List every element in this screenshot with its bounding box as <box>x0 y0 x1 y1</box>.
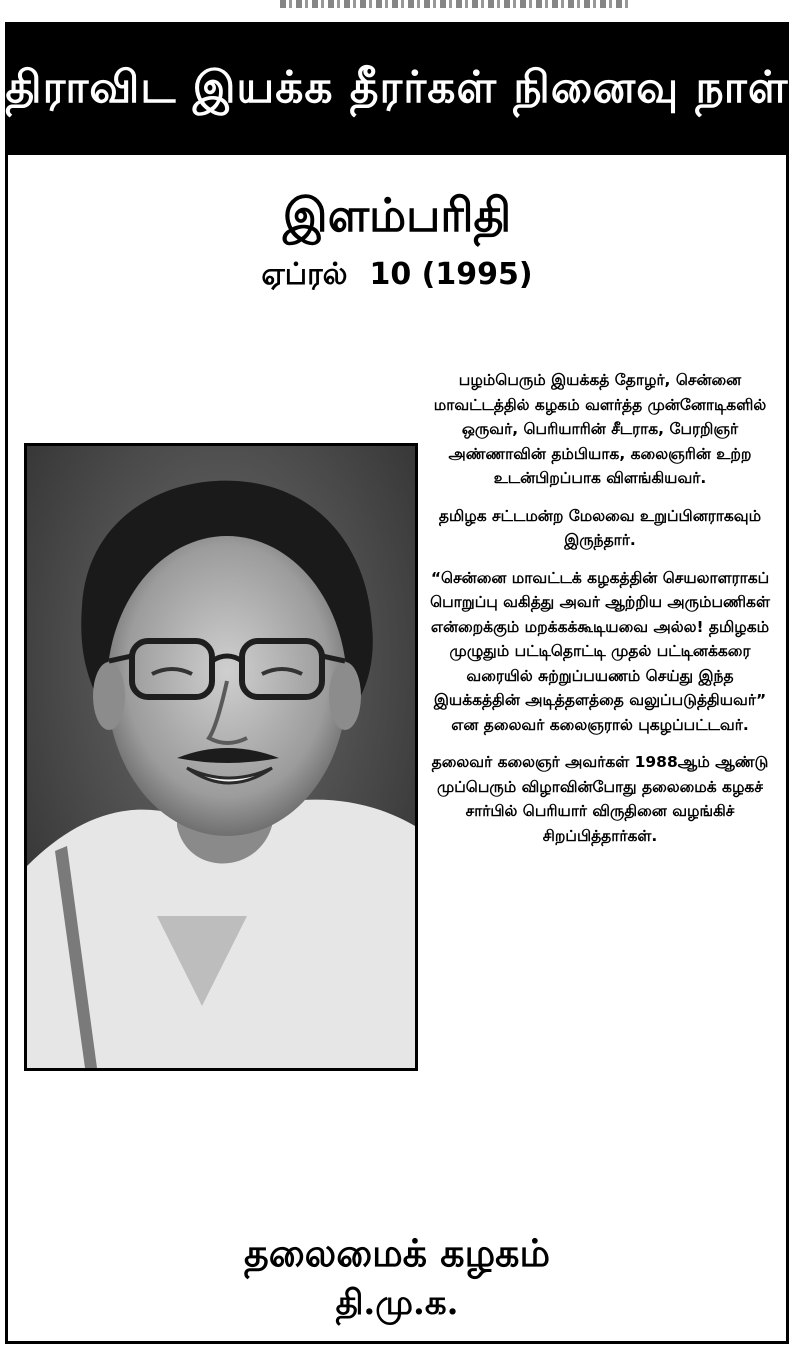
portrait-photo <box>24 443 418 1071</box>
biography <box>426 368 774 861</box>
footer-organization: தலைமைக் கழகம் <box>243 1230 551 1275</box>
bio-paragraph-2: தமிழக சட்டமன்ற மேலவை உறுப்பினராகவும் இருந்தார். <box>438 506 762 549</box>
notice-frame <box>5 22 789 1344</box>
bio-paragraph-4: தலைவர் கலைஞர் அவர்கள் 1988ஆம் ஆண்டு முப்பெரும் விழாவின்போது தலைமைக் கழகச் சார்பில் பெரியார் விருதினை வழங்கிச் சிறப்பித்தார்கள். <box>431 753 769 845</box>
date-month: ஏப்ரல் <box>261 257 348 292</box>
bio-paragraph-3: “சென்னை மாவட்டக் கழகத்தின் செயலாளராகப் பொறுப்பு வகித்து அவர் ஆற்றிய அரும்பணிகள் என்றைக்கும் மறக்கக்கூடியவை அல்ல! தமிழகம் முழுதும் பட்டிதொட்டி முதல் பட்டினக்கரை வரையில் சுற்றுப்பயணம் செய்து இந்த இயக்கத்தின் அடித்தளத்தை வலுப்படுத்தியவர்” என தலைவர் கலைஞரால் புகழப்பட்டவர். <box>430 568 770 734</box>
bio-paragraph-1: பழம்பெரும் இயக்கத் தோழர், சென்னை மாவட்டத்தில் கழகம் வளர்த்த முன்னோடிகளில் ஒருவர், பெரியாரின் சீடராக, பேரறிஞர் அண்ணாவின் தம்பியாக, கலைஞரின் உற்ற உடன்பிறப்பாக விளங்கியவர். <box>433 371 767 487</box>
date-value: 10 (1995) <box>369 257 533 292</box>
portrait-image <box>27 446 415 1068</box>
top-clipped-text <box>0 0 800 22</box>
death-date <box>8 257 786 296</box>
title-banner <box>5 25 789 155</box>
person-name: இளம்பரிதி <box>282 188 512 242</box>
banner-title: திராவிட இயக்க தீரர்கள் நினைவு நாள் <box>5 61 789 113</box>
footer-party: தி.மு.க. <box>335 1283 459 1323</box>
